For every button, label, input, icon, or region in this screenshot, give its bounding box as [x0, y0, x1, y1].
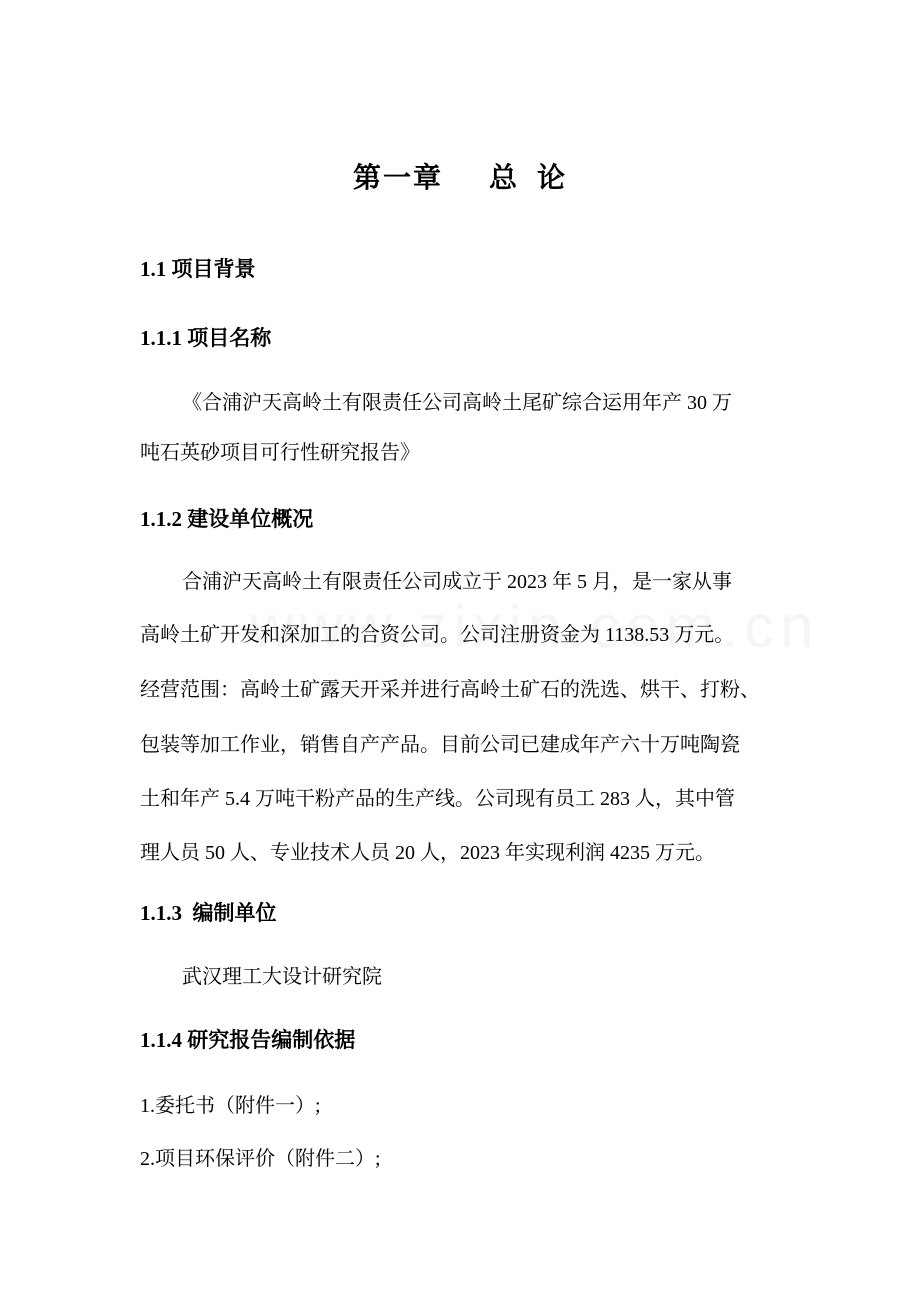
- chapter-number: 第一章: [352, 163, 443, 194]
- section-heading-1-1-2: 1.1.2 建设单位概况: [140, 507, 314, 531]
- project-name-line-2: 吨石英砂项目可行性研究报告》: [140, 442, 420, 464]
- chapter-title: [0, 156, 920, 196]
- project-name-line-1: 《合浦沪天高岭土有限责任公司高岭土尾矿综合运用年产 30 万: [182, 392, 732, 414]
- basis-item-1: 1.委托书（附件一）;: [140, 1095, 321, 1117]
- section-heading-1-1-3: 1.1.3 编制单位: [140, 901, 277, 925]
- section-heading-1-1-4: 1.1.4 研究报告编制依据: [140, 1028, 356, 1052]
- section-heading-1-1-1: 1.1.1 项目名称: [140, 326, 272, 350]
- company-profile-line-3: 经营范围：高岭土矿露天开采并进行高岭土矿石的洗选、烘干、打粉、: [140, 679, 760, 701]
- basis-item-2: 2.项目环保评价（附件二）;: [140, 1148, 381, 1170]
- company-profile-line-1: 合浦沪天高岭土有限责任公司成立于 2023 年 5 月，是一家从事: [182, 571, 732, 593]
- company-profile-line-5: 土和年产 5.4 万吨干粉产品的生产线。公司现有员工 283 人，其中管: [140, 788, 735, 810]
- section-heading-1-1: 1.1 项目背景: [140, 257, 256, 281]
- company-profile-line-4: 包装等加工作业，销售自产产品。目前公司已建成年产六十万吨陶瓷: [140, 734, 740, 756]
- company-profile-line-6: 理人员 50 人、专业技术人员 20 人，2023 年实现利润 4235 万元。: [140, 842, 715, 864]
- chapter-name: 总 论: [489, 163, 568, 194]
- compiler-name: 武汉理工大设计研究院: [182, 966, 382, 988]
- company-profile-line-2: 高岭土矿开发和深加工的合资公司。公司注册资金为 1138.53 万元。: [140, 624, 735, 646]
